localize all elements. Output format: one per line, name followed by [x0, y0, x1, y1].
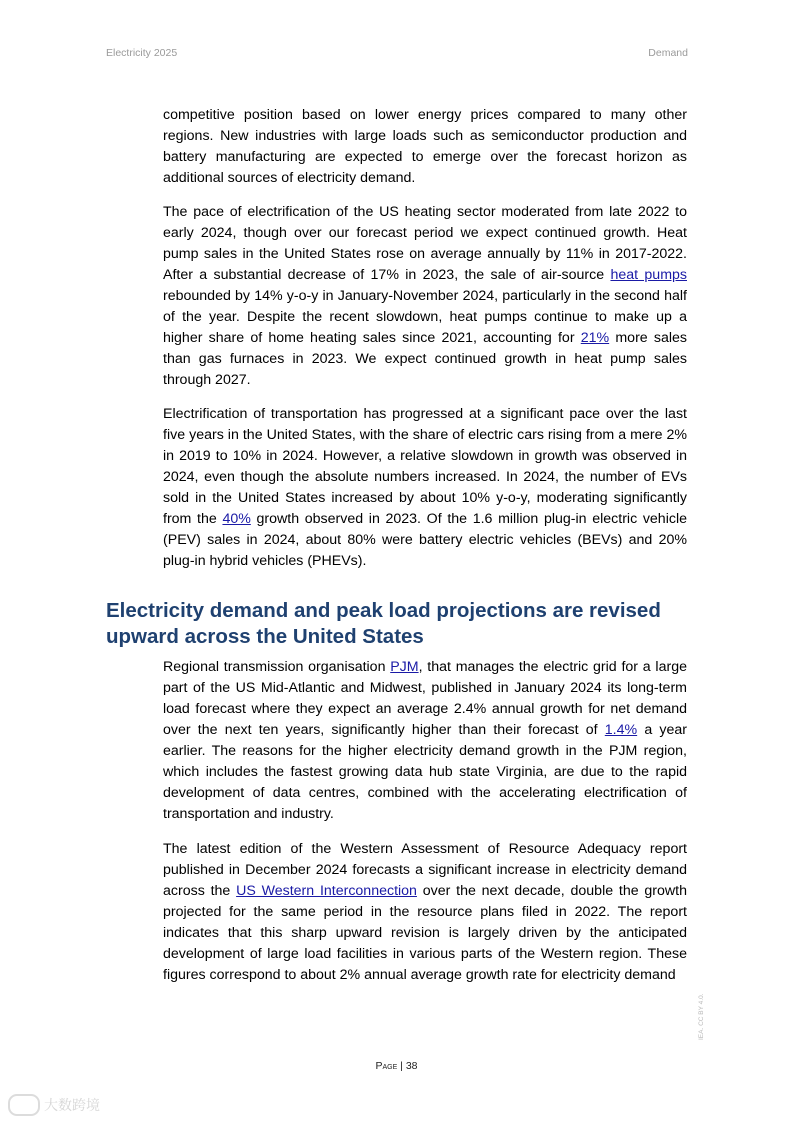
running-header — [106, 47, 688, 59]
paragraph-text: rebounded by 14% y-o-y in January-November 2024, particularly in the second half of the year. Despite the recent slowdown, heat pumps continue to make up a higher share of home heating sales since 2021, accounting for — [163, 288, 687, 346]
paragraph-text: Regional transmission organisation — [163, 659, 391, 675]
watermark-logo-icon — [8, 1094, 40, 1116]
page-label: Page — [375, 1060, 398, 1072]
paragraph-competitive-position — [163, 105, 687, 189]
page-separator: | — [397, 1060, 406, 1072]
section-heading: Electricity demand and peak load projections are revised upward across the United States — [106, 599, 661, 648]
paragraph-pjm-forecast — [163, 657, 687, 825]
paragraph-text: over the next decade, double the growth projected for the same period in the resource plans filed in 2022. The report indicates that this sharp upward revision is largely driven by the anticipated development of large load facilities in various parts of the Western region. These figures correspond to about 2% annual average growth rate for electricity demand — [163, 883, 687, 983]
page-number-value: 38 — [405, 1060, 418, 1072]
paragraph-text: The pace of electrification of the US heating sector moderated from late 2022 to early 2024, though over our forecast period we expect continued growth. Heat pump sales in the United States rose on average annually by 11% in 2017-2022. After a substantial decrease of 17% in 2023, the sale of air-source — [163, 204, 687, 283]
paragraph-text: growth observed in 2023. Of the 1.6 million plug-in electric vehicle (PEV) sales in 2024, about 80% were battery electric vehicles (BEVs) and 20% plug-in hybrid vehicles (PHEVs). — [163, 511, 687, 569]
paragraph-text: The latest edition of the Western Assessment of Resource Adequacy report published in December 2024 forecasts a significant increase in electricity demand across the — [163, 841, 687, 899]
link-pjm[interactable]: PJM — [390, 659, 419, 675]
paragraph-heating-electrification — [163, 202, 687, 391]
header-report-title: Electricity 2025 — [106, 47, 178, 59]
link-21-percent[interactable]: 21% — [580, 330, 610, 346]
link-us-western-interconnection[interactable]: US Western Interconnection — [236, 883, 417, 899]
paragraph-text: a year earlier. The reasons for the higher electricity demand growth in the PJM region, which includes the fastest growing data hub state Virginia, are due to the rapid development of data centres, combined with the accelerating electrification of transportation and industry. — [163, 722, 687, 822]
link-1-4-percent[interactable]: 1.4% — [604, 722, 638, 738]
paragraph-text: more sales than gas furnaces in 2023. We expect continued growth in heat pump sales through 2027. — [163, 330, 688, 388]
watermark — [8, 1094, 100, 1116]
license-notice: IEA. CC BY 4.0. — [698, 993, 705, 1040]
paragraph-text: competitive position based on lower energy prices compared to many other regions. New industries with large loads such as semiconductor production and battery manufacturing are expected to emerge over the forecast horizon as additional sources of electricity demand. — [163, 107, 687, 186]
header-chapter-title: Demand — [648, 47, 688, 59]
paragraph-western-assessment — [163, 839, 687, 986]
paragraph-text: , that manages the electric grid for a large part of the US Mid-Atlantic and Midwest, published in January 2024 its long-term load forecast where they expect an average 2.4% annual growth for net demand over the next ten years, significantly higher than their forecast of — [163, 659, 687, 738]
watermark-text: 大数跨境 — [44, 1097, 100, 1113]
paragraph-transport-electrification — [163, 404, 687, 572]
page-number — [0, 1060, 793, 1072]
link-heat-pumps[interactable]: heat pumps — [610, 267, 687, 283]
paragraph-text: Electrification of transportation has progressed at a significant pace over the last five years in the United States, with the share of electric cars rising from a mere 2% in 2019 to 10% in 2024. However, a relative slowdown in growth was observed in 2024, even though the absolute numbers increased. In 2024, the number of EVs sold in the United States increased by about 10% y-o-y, moderating significantly from the — [163, 406, 687, 527]
link-40-percent[interactable]: 40% — [222, 511, 251, 527]
